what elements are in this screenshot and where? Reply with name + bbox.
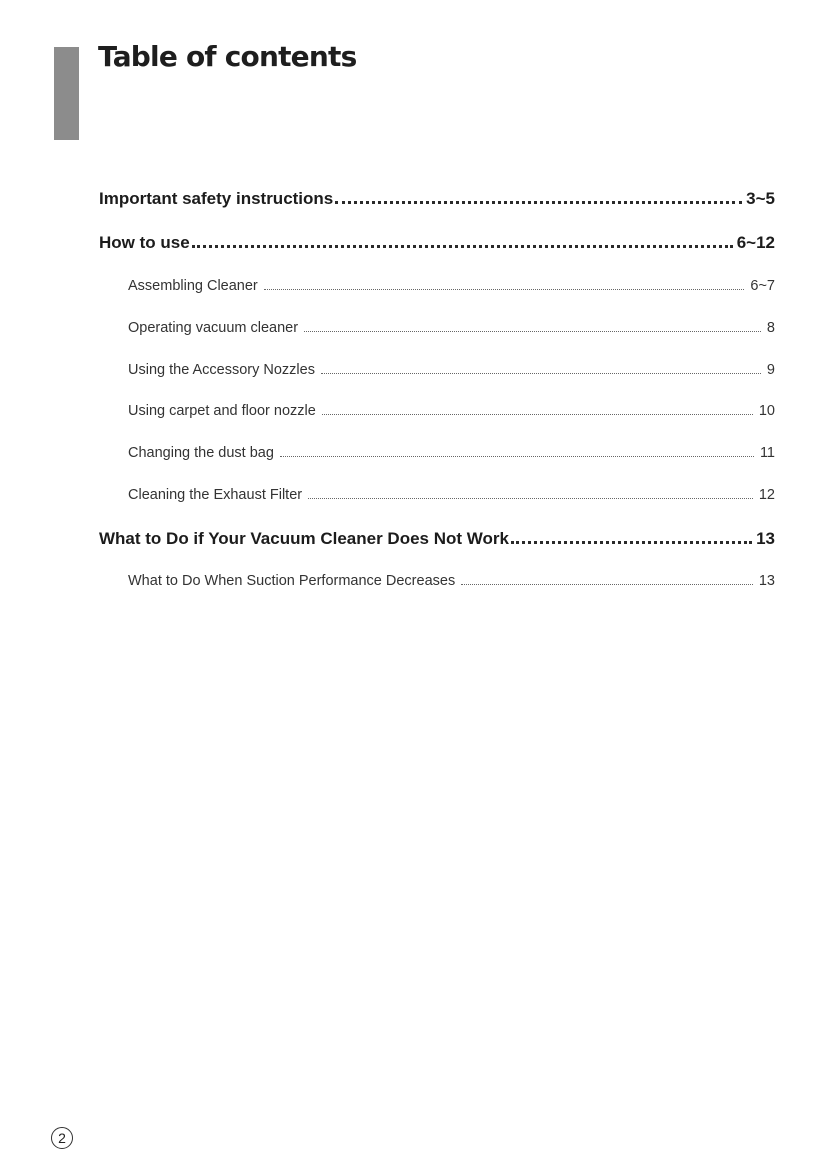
toc-entry-page: 3~5	[746, 189, 775, 208]
page-number-badge	[51, 1127, 73, 1149]
toc-dot-leader	[304, 331, 761, 332]
toc-entry-title: Changing the dust bag	[128, 445, 274, 461]
toc-dot-leader	[511, 541, 752, 544]
toc-entry-title: What to Do if Your Vacuum Cleaner Does Not Work	[99, 529, 509, 548]
toc-dot-leader	[322, 414, 753, 415]
toc-entry-title: How to use	[99, 233, 190, 252]
toc-entry-page: 8	[766, 320, 775, 336]
toc-dot-leader	[461, 584, 753, 585]
toc-entry-title: Cleaning the Exhaust Filter	[128, 487, 303, 503]
toc-dot-leader	[192, 245, 733, 248]
toc-entry-page: 13	[758, 573, 775, 589]
toc-entry-page: 6~7	[750, 278, 775, 294]
toc-entry-assembling-cleaner[interactable]	[128, 278, 775, 294]
toc-entry-title: Assembling Cleaner	[128, 278, 258, 294]
toc-dot-leader	[264, 289, 745, 290]
toc-entry-safety-instructions[interactable]	[99, 189, 775, 209]
toc-entry-suction-performance[interactable]	[128, 573, 775, 589]
toc-entry-accessory-nozzles[interactable]	[128, 362, 775, 378]
toc-entry-how-to-use[interactable]	[99, 233, 775, 253]
toc-entry-operating-vacuum-cleaner[interactable]	[128, 320, 775, 336]
toc-dot-leader	[280, 456, 754, 457]
toc-entry-page: 6~12	[736, 233, 775, 252]
toc-entry-page: 10	[758, 403, 775, 419]
toc-entry-carpet-floor-nozzle[interactable]	[128, 403, 775, 419]
toc-entry-title: Using the Accessory Nozzles	[128, 362, 315, 378]
toc-entry-title: What to Do When Suction Performance Decreases	[128, 573, 456, 589]
toc-dot-leader	[308, 498, 753, 499]
toc-entry-troubleshooting[interactable]	[99, 529, 775, 549]
toc-entry-page: 13	[756, 529, 775, 548]
toc-entry-title: Operating vacuum cleaner	[128, 320, 299, 336]
toc-entry-exhaust-filter[interactable]	[128, 487, 775, 503]
toc-entry-page: 12	[758, 487, 775, 503]
toc-dot-leader	[321, 373, 761, 374]
page-number: 2	[58, 1130, 66, 1146]
toc-entry-title: Important safety instructions	[99, 189, 334, 208]
toc-entry-page: 9	[766, 362, 775, 378]
page-title: Table of contents	[98, 40, 357, 73]
toc-entry-page: 11	[759, 445, 775, 461]
toc-entry-dust-bag[interactable]	[128, 445, 775, 461]
toc-entry-title: Using carpet and floor nozzle	[128, 403, 316, 419]
toc-dot-leader	[335, 201, 742, 204]
